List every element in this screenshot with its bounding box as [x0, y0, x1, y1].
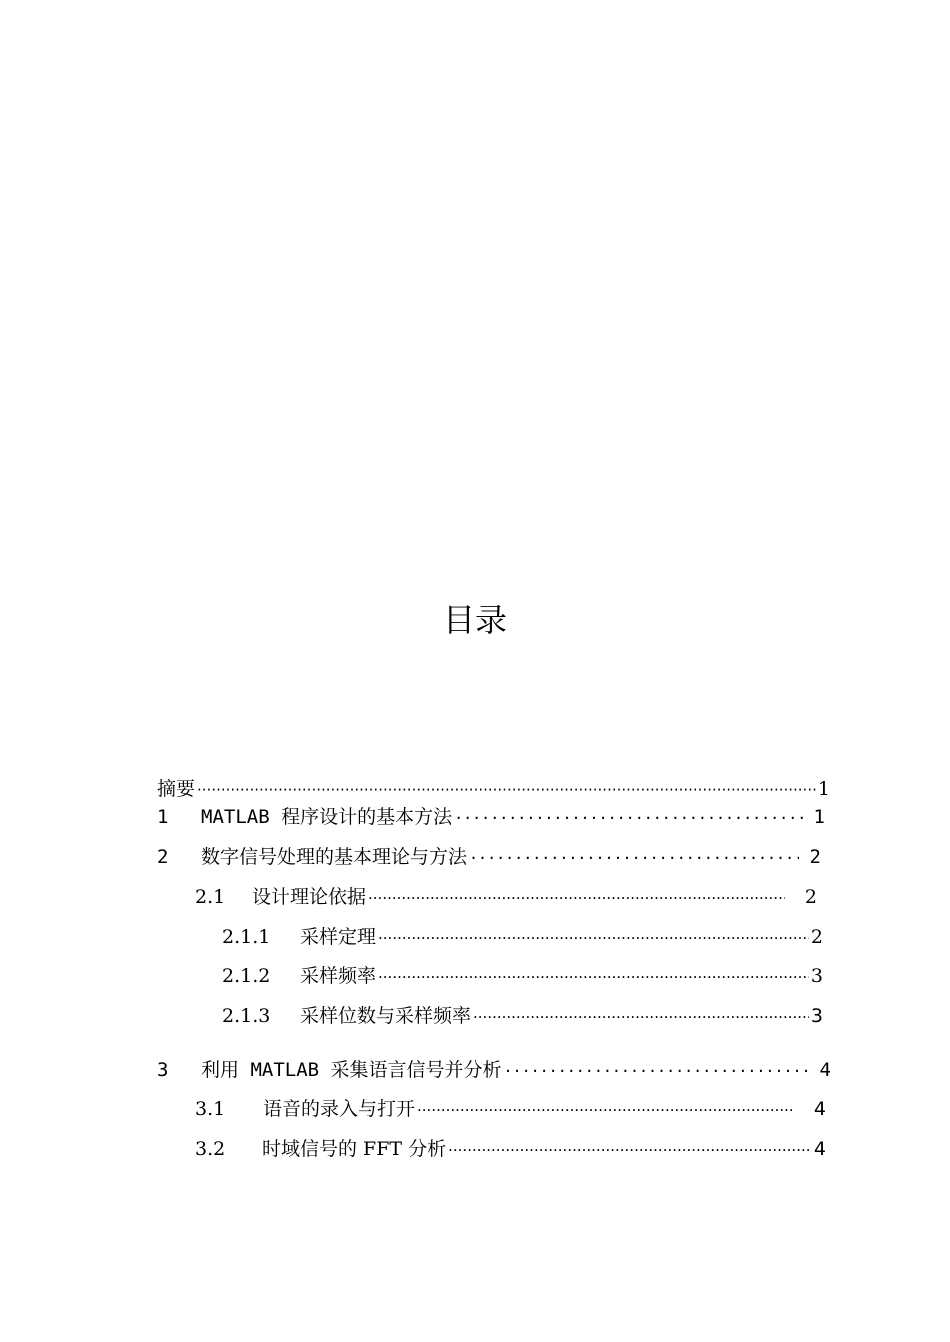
- toc-leader-dots: [469, 845, 799, 870]
- toc-entry-page: 4: [813, 1098, 826, 1120]
- toc-entry-page: 1: [813, 806, 825, 828]
- toc-entry-page: 1: [817, 778, 830, 800]
- toc-leader-dots: [378, 925, 809, 950]
- toc-leader-dots: [448, 1137, 812, 1162]
- toc-entry-number: 3.1: [195, 1098, 226, 1120]
- toc-entry-3[interactable]: [157, 1057, 831, 1083]
- toc-entry-2-1-1[interactable]: [222, 924, 823, 950]
- toc-entry-2-1-2[interactable]: [222, 963, 823, 989]
- toc-leader-dots: [417, 1097, 792, 1122]
- toc-entry-2-1-3[interactable]: [222, 1003, 823, 1029]
- toc-leader-dots: [504, 1058, 809, 1083]
- toc-leader-dots: [454, 805, 803, 830]
- toc-entry-number: 2.1.2: [222, 965, 271, 987]
- toc-entry-2-1[interactable]: [195, 884, 817, 910]
- toc-leader-dots: [473, 1004, 809, 1029]
- toc-entry-text: 语音的录入与打开: [263, 1098, 416, 1120]
- toc-entry-3-2[interactable]: [195, 1136, 826, 1162]
- toc-entry-text: 摘要: [157, 778, 196, 800]
- toc-leader-dots: [197, 777, 816, 802]
- toc-entry-abstract[interactable]: [157, 776, 830, 802]
- toc-leader-dots: [368, 885, 785, 910]
- toc-entry-text: MATLAB 程序设计的基本方法: [201, 806, 453, 828]
- toc-entry-number: 2: [157, 846, 169, 868]
- toc-entry-text: 设计理论依据: [252, 886, 367, 908]
- toc-leader-dots: [378, 964, 809, 989]
- toc-entry-page: 3: [810, 1005, 823, 1027]
- toc-entry-page: 3: [810, 965, 823, 987]
- toc-entry-page: 2: [804, 886, 817, 908]
- toc-entry-number: 2.1.1: [222, 926, 271, 948]
- toc-entry-page: 2: [810, 926, 823, 948]
- toc-entry-text: 数字信号处理的基本理论与方法: [201, 846, 468, 868]
- toc-entry-text: 时域信号的 FFT 分析: [262, 1138, 447, 1160]
- toc-entry-page: 2: [809, 846, 821, 868]
- toc-entry-number: 2.1: [195, 886, 226, 908]
- toc-entry-3-1[interactable]: [195, 1096, 826, 1122]
- toc-entry-page: 4: [813, 1138, 826, 1160]
- toc-entry-number: 2.1.3: [222, 1005, 271, 1027]
- toc-entry-2[interactable]: [157, 844, 821, 870]
- toc-entry-number: 1: [157, 806, 169, 828]
- toc-entry-text: 采样位数与采样频率: [300, 1005, 472, 1027]
- toc-entry-text: 利用 MATLAB 采集语言信号并分析: [201, 1059, 502, 1081]
- toc-entry-number: 3: [157, 1059, 169, 1081]
- toc-entry-text: 采样频率: [300, 965, 377, 987]
- toc-entry-page: 4: [819, 1059, 831, 1081]
- page-title: 目录: [442, 601, 507, 639]
- toc-entry-number: 3.2: [195, 1138, 226, 1160]
- toc-entry-text: 采样定理: [300, 926, 377, 948]
- toc-entry-1[interactable]: [157, 804, 825, 830]
